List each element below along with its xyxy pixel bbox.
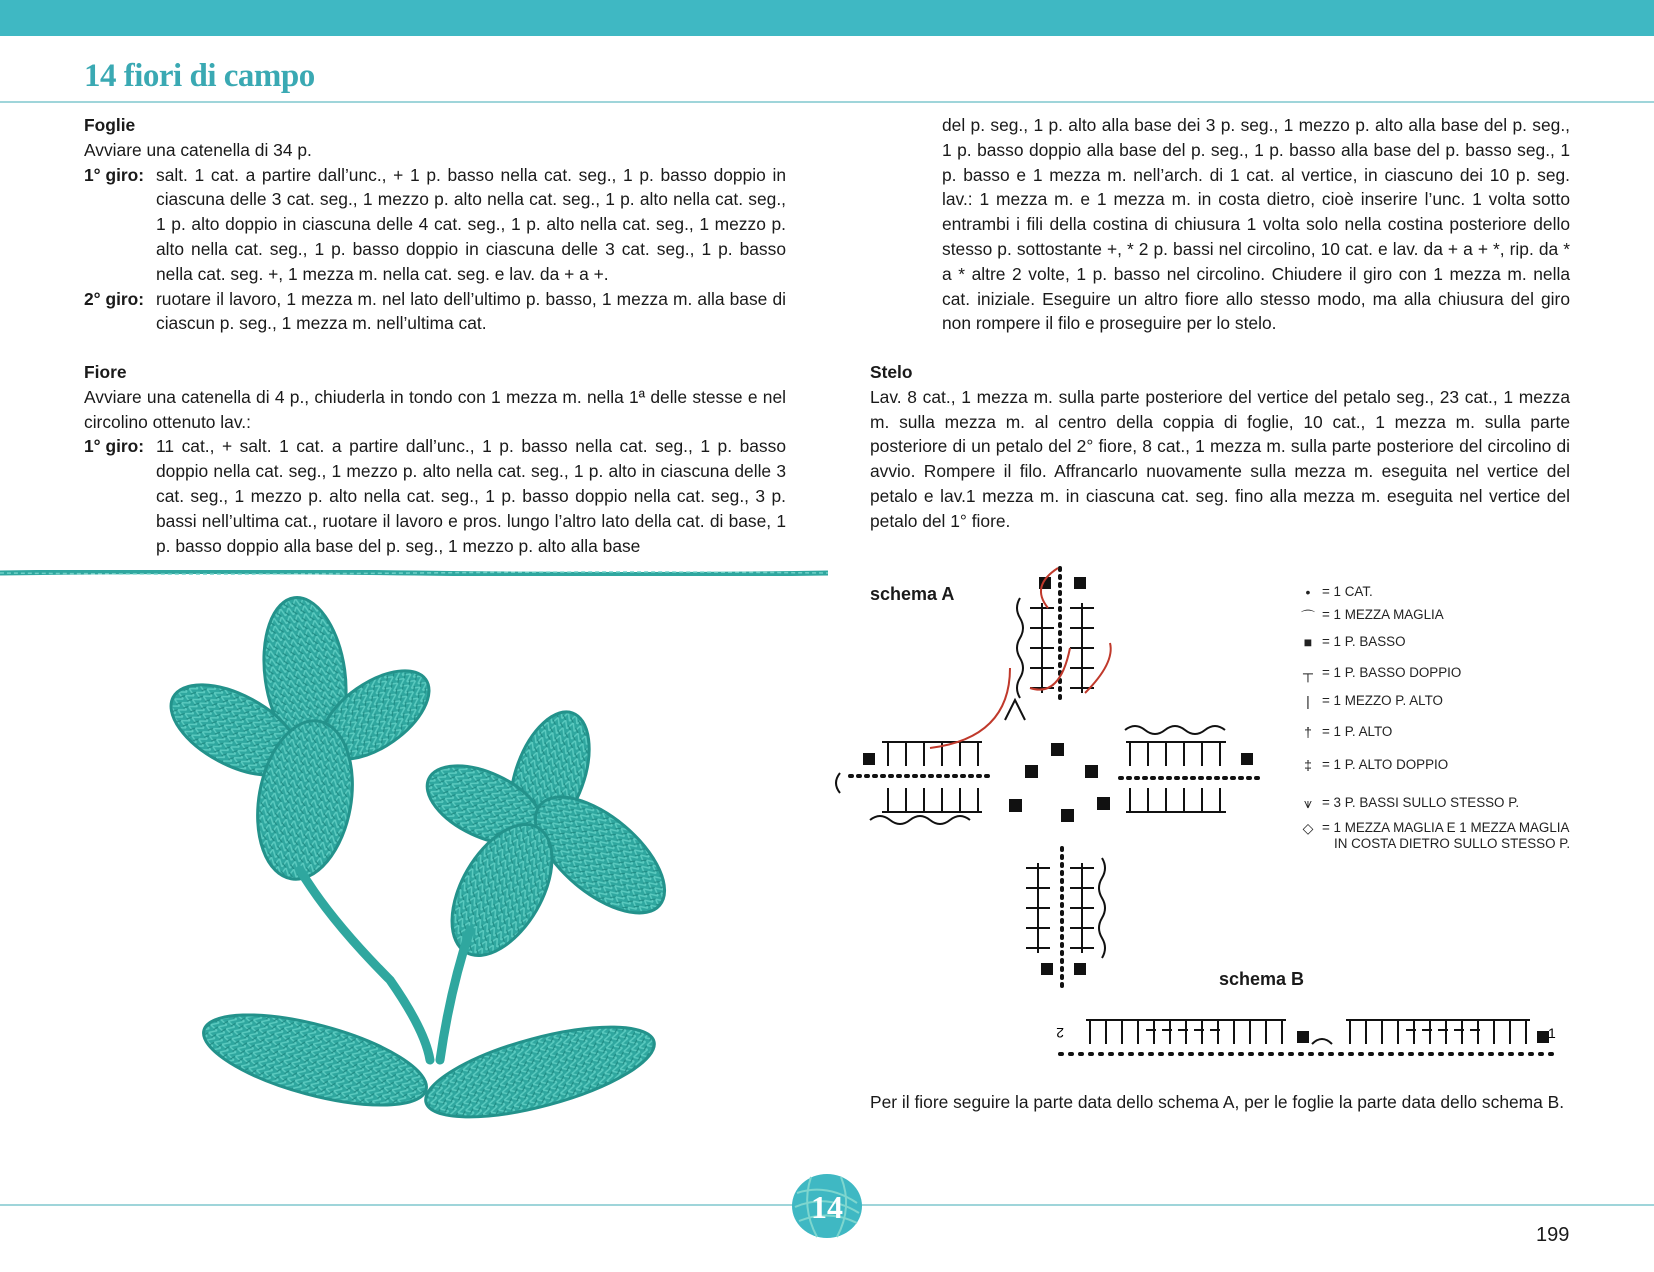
schema-b-label: schema B [1219, 969, 1305, 989]
foglie-intro: Avviare una catenella di 34 p. [84, 139, 312, 160]
arc-icon: ⌒ [1301, 609, 1315, 625]
left-column-fiore [84, 360, 786, 558]
giro-text: salt. 1 cat. a partire dall’unc., + 1 p. basso nella cat. seg., 1 p. basso doppio in ciascuna delle 3 cat. seg., 1 mezzo p. alto nella cat. seg., 1 p. alto nella cat. seg., 1 p. alto doppio in ciascuna delle 4 cat. seg., 1 p. alto nella cat. seg., 1 mezzo p. alto nella cat. seg., 1 p. basso doppio in ciascuna delle 3 cat. seg., 1 p. basso nella cat. seg. +, 1 mezza m. nella cat. seg. e lav. da + a +. [156, 164, 786, 284]
schema-a-label: schema A [870, 584, 955, 604]
legend-text: = 3 P. BASSI SULLO STESSO P. [1322, 795, 1520, 810]
right-petal [1120, 726, 1260, 812]
schema-b-end-label: 2 [1056, 1025, 1064, 1041]
yarn-ball-badge [791, 1173, 863, 1239]
cross-icon: † [1304, 724, 1312, 740]
legend-text: = 1 CAT. [1322, 584, 1373, 599]
fan-icon: ⩛ [1304, 795, 1312, 811]
legend-text: = 1 MEZZO P. ALTO [1322, 693, 1443, 708]
vertical-bar-icon: | [1306, 693, 1310, 709]
left-petal [836, 742, 990, 824]
schema-a-diagram [830, 548, 1270, 1008]
fiore-heading: Fiore [84, 362, 127, 382]
legend-text: = 1 MEZZA MAGLIA E 1 MEZZA MAGLIA [1322, 820, 1570, 835]
yarn-divider [0, 570, 828, 576]
legend-text: = 1 P. BASSO DOPPIO [1322, 665, 1462, 680]
stelo-heading: Stelo [870, 362, 913, 382]
giro-label: 1° giro: [84, 164, 145, 185]
legend-text: = 1 P. ALTO [1322, 724, 1393, 739]
left-column [84, 113, 786, 336]
crochet-flower-photo [150, 590, 710, 1145]
top-color-band [0, 0, 1654, 36]
t-bar-icon: ┬ [1303, 665, 1313, 681]
giro-label: 2° giro: [84, 288, 145, 309]
top-petal [1005, 568, 1094, 720]
dot-icon: • [1305, 584, 1311, 600]
legend-text: = 1 MEZZA MAGLIA [1322, 607, 1444, 622]
square-icon: ■ [1303, 634, 1313, 650]
right-column-continuation: del p. seg., 1 p. alto alla base dei 3 p. seg., 1 mezzo p. alto alla base del p. seg., 1 p. basso doppio alla base del p. seg., 1 p. basso alla base del p. basso seg., 1 p. basso e 1 mezza m. nell’arch. di 1 cat. al vertice, in ciascuno dei 10 p. seg. lav.: 1 mezza m. e 1 mezza m. in costa dietro, cioè inserire l’unc. 1 volta sotto entrambi i fili della costina di chiusura 1 volta solo nella costina posteriore dello stesso p. sottostante +, * 2 p. bassi nel circolino, 10 cat. e lav. da + a + *, rip. da * a * altre 2 volte, 1 p. basso nel circolino. Chiudere il giro con 1 mezza m. nella cat. iniziale. Eseguire un altro fiore allo stesso modo, ma alla chiusura del giro non rompere il filo e proseguire per lo stelo. [942, 115, 1570, 334]
badge-number: 14 [811, 1189, 843, 1225]
closing-text: Per il fiore seguire la parte data dello schema A, per le foglie la parte data dello schema B. [870, 1092, 1565, 1112]
fiore-giro-1 [84, 434, 786, 558]
foglie-giro-1 [84, 163, 786, 287]
foglie-giro-2 [84, 287, 786, 337]
legend-text: IN COSTA DIETRO SULLO STESSO P. [1334, 836, 1571, 851]
stelo-section [870, 360, 1570, 534]
schema-b-start-label: 1 [1548, 1025, 1556, 1041]
stelo-text: Lav. 8 cat., 1 mezza m. sulla parte posteriore del vertice del petalo seg., 23 cat., 1 mezza m. sulla mezza m. al centro della coppia di foglie, 10 cat., 1 mezza m. sulla parte posteriore di un petalo del 2° fiore, 8 cat., 1 mezza m. sulla parte posteriore del circolino di avvio. Rompere il filo. Affrancarlo nuovamente sulla mezza m. eseguita nel vertice del petalo e lav.1 mezza m. in ciascuna cat. seg. fino alla mezza m. eseguita nel vertice del petalo del 1° fiore. [870, 386, 1570, 531]
fiore-intro: Avviare una catenella di 4 p., chiuderla in tondo con 1 mezza m. nella 1ª delle stesse e nel circolino ottenuto lav.: [84, 386, 786, 432]
page-number: 199 [1536, 1224, 1570, 1246]
legend-text: = 1 P. BASSO [1322, 634, 1406, 649]
giro-text: ruotare il lavoro, 1 mezza m. nel lato dell’ultimo p. basso, 1 mezza m. alla base di ciascun p. seg., 1 mezza m. nell’ultima cat. [156, 288, 786, 334]
title-divider [0, 101, 1654, 103]
oval-icon: ◇ [1302, 820, 1314, 836]
giro-label: 1° giro: [84, 436, 145, 457]
foglie-heading: Foglie [84, 115, 136, 135]
schema-b-diagram [1050, 1008, 1574, 1066]
bottom-petal [1026, 848, 1105, 988]
double-cross-icon: ‡ [1304, 757, 1312, 773]
legend-text: = 1 P. ALTO DOPPIO [1322, 757, 1449, 772]
giro-text: 11 cat., + salt. 1 cat. a partire dall’unc., 1 p. basso nella cat. seg., 1 p. basso doppio nella cat. seg., 1 mezzo p. alto nella cat. seg., 1 p. alto in ciascuna delle 3 cat. seg., 1 mezzo p. alto nella cat. seg., 1 p. basso doppio nella cat. seg., 3 p. bassi nell’ultima cat., ruotare il lavoro e pros. lungo l’altro lato della cat. di base, 1 p. basso doppio alla base del p. seg., 1 mezzo p. alto alla base [156, 436, 786, 556]
page-title: 14 fiori di campo [84, 58, 315, 94]
